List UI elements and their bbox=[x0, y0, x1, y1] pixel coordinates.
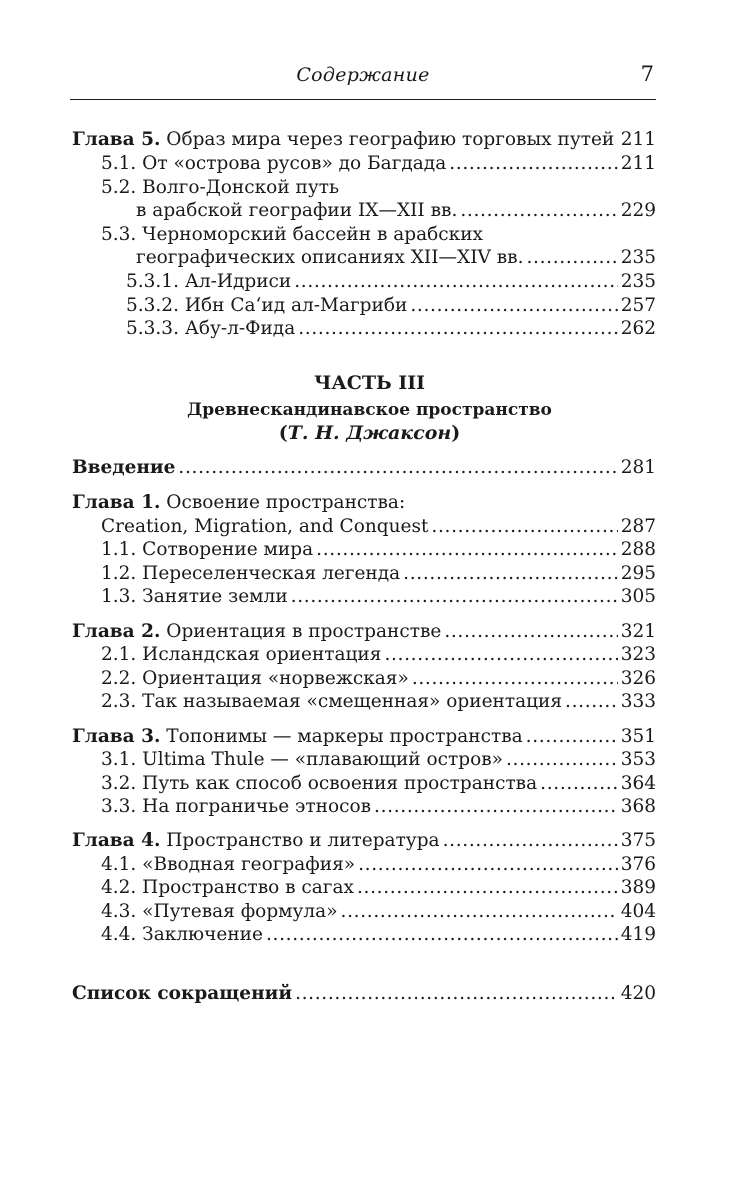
toc-entry-3-3[interactable] bbox=[0, 795, 739, 819]
section-title: 1.3. Занятие земли bbox=[101, 586, 288, 607]
chapter-label: Глава 2. bbox=[72, 621, 161, 642]
page-ref: 262 bbox=[620, 318, 656, 339]
leader-dots bbox=[298, 317, 617, 341]
page-ref: 281 bbox=[620, 457, 656, 478]
part-subtitle: Древнескандинавское пространство bbox=[187, 400, 552, 420]
page-ref: 211 bbox=[620, 129, 656, 150]
page-ref: 419 bbox=[620, 924, 656, 945]
chapter-label: Глава 3. bbox=[72, 726, 161, 747]
chapter-title: Ориентация в пространстве bbox=[160, 621, 442, 642]
toc-entry-1-2[interactable] bbox=[0, 562, 739, 586]
page-ref: 364 bbox=[620, 773, 656, 794]
section-title: географических описаниях XII—XIV вв. bbox=[136, 247, 524, 268]
section-title: 3.3. На пограничье этносов bbox=[101, 796, 372, 817]
chapter-label: Глава 5. bbox=[72, 129, 161, 150]
leader-dots bbox=[444, 620, 617, 644]
toc-entry-2-3[interactable] bbox=[0, 690, 739, 714]
toc-entry-1-1[interactable] bbox=[0, 538, 739, 562]
section-title: в арабской географии IX—XII вв. bbox=[136, 200, 458, 221]
toc-entry-1-3[interactable] bbox=[0, 585, 739, 609]
section-title: 2.2. Ориентация «норвежская» bbox=[101, 668, 409, 689]
page-ref: 229 bbox=[620, 200, 656, 221]
toc-entry-5-3-3[interactable] bbox=[0, 317, 739, 341]
page-number: 7 bbox=[640, 62, 654, 86]
leader-dots bbox=[449, 152, 617, 176]
page-ref: 353 bbox=[620, 749, 656, 770]
leader-dots bbox=[384, 643, 617, 667]
page-ref: 420 bbox=[620, 983, 656, 1004]
header-rule bbox=[70, 99, 656, 100]
leader-dots bbox=[410, 294, 617, 318]
leader-dots bbox=[403, 562, 618, 586]
page-ref: 257 bbox=[620, 295, 656, 316]
section-title: 5.3.2. Ибн Са‘ид ал-Магриби bbox=[126, 295, 408, 316]
chapter-1-heading bbox=[72, 491, 405, 515]
toc-entry-chapter-2[interactable] bbox=[0, 620, 739, 644]
toc-entry-5-3[interactable] bbox=[0, 246, 739, 270]
section-title: 5.3.3. Абу-л-Фида bbox=[126, 318, 296, 339]
leader-dots bbox=[460, 199, 617, 223]
chapter-subtitle: Creation, Migration, and Conquest bbox=[101, 516, 429, 537]
section-title: 5.3.1. Ал-Идриси bbox=[126, 271, 292, 292]
toc-entry-5-3-2[interactable] bbox=[0, 294, 739, 318]
leader-dots bbox=[266, 923, 618, 947]
leader-dots bbox=[374, 795, 618, 819]
section-title: 2.1. Исландская ориентация bbox=[101, 644, 382, 665]
page-ref: 295 bbox=[620, 563, 656, 584]
part-heading: ЧАСТЬ III bbox=[313, 372, 426, 394]
part-author bbox=[0, 422, 739, 444]
author-paren-close: ) bbox=[451, 422, 461, 444]
toc-entry-2-1[interactable] bbox=[0, 643, 739, 667]
intro-label: Введение bbox=[72, 457, 176, 478]
toc-entry-3-1[interactable] bbox=[0, 748, 739, 772]
author-paren-open: ( bbox=[278, 422, 288, 444]
page-ref: 287 bbox=[620, 516, 656, 537]
leader-dots bbox=[291, 585, 618, 609]
leader-dots bbox=[295, 982, 618, 1006]
section-title: 1.1. Сотворение мира bbox=[101, 539, 314, 560]
page-ref: 351 bbox=[620, 726, 656, 747]
page-ref: 323 bbox=[620, 644, 656, 665]
running-header-title: Содержание bbox=[296, 64, 430, 86]
leader-dots bbox=[526, 725, 618, 749]
leader-dots bbox=[431, 515, 617, 539]
chapter-title: Пространство и литература bbox=[160, 830, 440, 851]
leader-dots bbox=[357, 876, 618, 900]
leader-dots bbox=[178, 456, 617, 480]
page-ref: 375 bbox=[620, 830, 656, 851]
chapter-label: Глава 1. bbox=[72, 492, 161, 513]
section-title: 3.1. Ultima Thule — «плавающий остров» bbox=[101, 749, 503, 770]
leader-dots bbox=[294, 270, 617, 294]
abbreviations-label: Список сокращений bbox=[72, 983, 293, 1004]
toc-entry-3-2[interactable] bbox=[0, 772, 739, 796]
section-title: 2.3. Так называемая «смещенная» ориентация bbox=[101, 691, 563, 712]
toc-entry-4-2[interactable] bbox=[0, 876, 739, 900]
toc-entry-5-3-1[interactable] bbox=[0, 270, 739, 294]
leader-dots bbox=[316, 538, 618, 562]
section-title-5-2-line1: 5.2. Волго-Донской путь bbox=[101, 177, 340, 198]
page-ref: 288 bbox=[620, 539, 656, 560]
page-ref: 376 bbox=[620, 854, 656, 875]
page-ref: 235 bbox=[620, 247, 656, 268]
chapter-title: Образ мира через географию торговых путей bbox=[160, 129, 615, 150]
toc-entry-4-3[interactable] bbox=[0, 900, 739, 924]
page-ref: 321 bbox=[620, 621, 656, 642]
toc-entry-4-4[interactable] bbox=[0, 923, 739, 947]
running-header bbox=[70, 62, 656, 92]
section-title: 4.1. «Вводная география» bbox=[101, 854, 356, 875]
leader-dots bbox=[443, 829, 618, 853]
toc-entry-chapter-3[interactable] bbox=[0, 725, 739, 749]
section-title: 3.2. Путь как способ освоения пространства bbox=[101, 773, 538, 794]
toc-entry-chapter-4[interactable] bbox=[0, 829, 739, 853]
page-ref: 235 bbox=[620, 271, 656, 292]
leader-dots bbox=[506, 748, 618, 772]
section-title: 5.1. От «острова русов» до Багдада bbox=[101, 153, 447, 174]
leader-dots bbox=[412, 667, 618, 691]
section-title: 4.3. «Путевая формула» bbox=[101, 901, 338, 922]
author-name: Т. Н. Джаксон bbox=[287, 422, 452, 444]
page-ref: 389 bbox=[620, 877, 656, 898]
page-ref: 305 bbox=[620, 586, 656, 607]
leader-dots bbox=[540, 772, 618, 796]
chapter-title: Топонимы — маркеры пространства bbox=[160, 726, 523, 747]
leader-dots bbox=[358, 853, 618, 877]
section-title: 4.2. Пространство в сагах bbox=[101, 877, 354, 898]
toc-entry-5-2[interactable] bbox=[0, 199, 739, 223]
toc-entry-chapter-1[interactable] bbox=[0, 515, 739, 539]
section-title-5-3-line1: 5.3. Черноморский бассейн в арабских bbox=[101, 224, 483, 245]
leader-dots bbox=[526, 246, 617, 270]
chapter-title: Освоение пространства: bbox=[160, 492, 406, 513]
section-title: 4.4. Заключение bbox=[101, 924, 263, 945]
page-ref: 211 bbox=[620, 153, 656, 174]
toc-entry-4-1[interactable] bbox=[0, 853, 739, 877]
section-title: 1.2. Переселенческая легенда bbox=[101, 563, 401, 584]
toc-entry-chapter-5[interactable] bbox=[0, 128, 739, 152]
page-ref: 404 bbox=[620, 901, 656, 922]
toc-entry-introduction[interactable] bbox=[0, 456, 739, 480]
toc-entry-2-2[interactable] bbox=[0, 667, 739, 691]
toc-entry-5-1[interactable] bbox=[0, 152, 739, 176]
leader-dots bbox=[341, 900, 618, 924]
page-ref: 326 bbox=[620, 668, 656, 689]
page-ref: 368 bbox=[620, 796, 656, 817]
toc-entry-abbreviations[interactable] bbox=[0, 982, 739, 1006]
page-ref: 333 bbox=[620, 691, 656, 712]
leader-dots bbox=[565, 690, 618, 714]
chapter-label: Глава 4. bbox=[72, 830, 161, 851]
